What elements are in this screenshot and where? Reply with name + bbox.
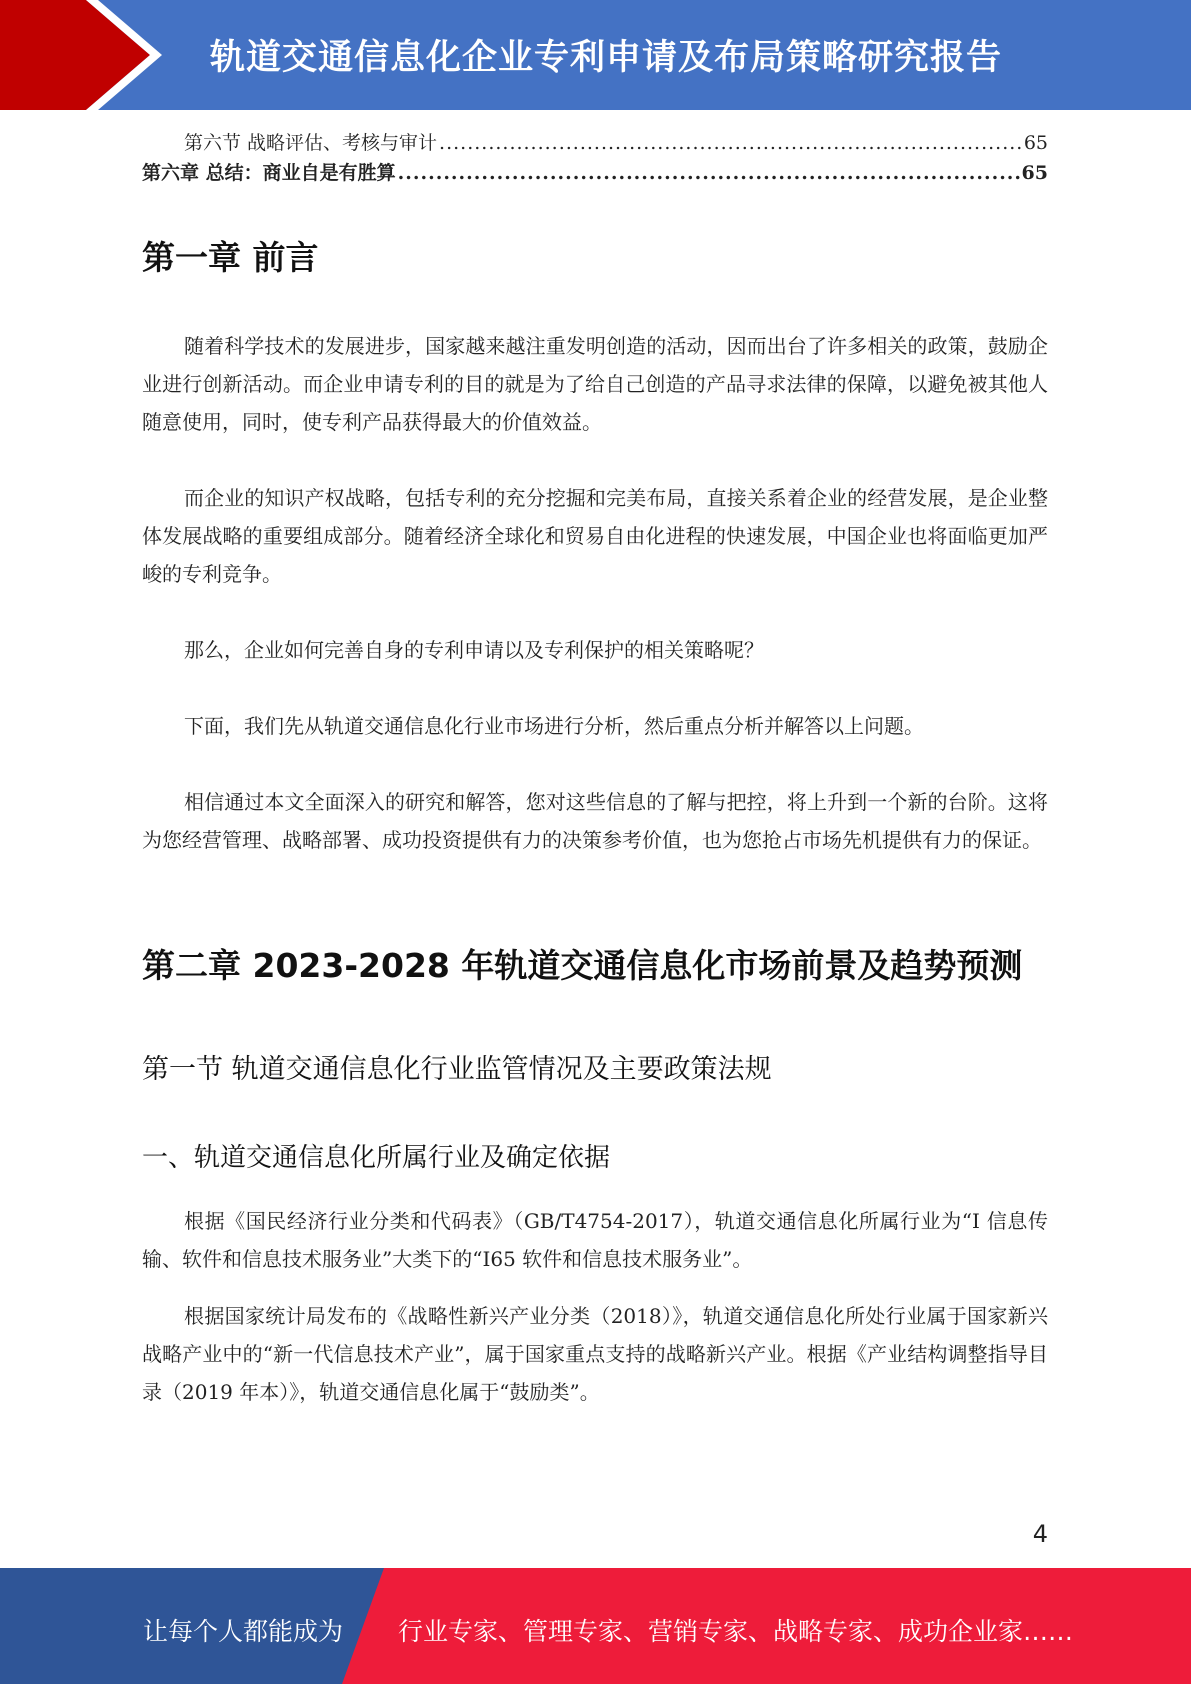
body-paragraph: 相信通过本文全面深入的研究和解答，您对这些信息的了解与把控，将上升到一个新的台阶。这将为您经营管理、战略部署、成功投资提供有力的决策参考价值，也为您抢占市场先机提供有力的保证。 xyxy=(142,790,1048,852)
toc-leader-dots xyxy=(439,128,1022,158)
body-paragraph: 而企业的知识产权战略，包括专利的充分挖掘和完美布局，直接关系着企业的经营发展，是企业整体发展战略的重要组成部分。随着经济全球化和贸易自由化进程的快速发展，中国企业也将面临更加严峻的专利竞争。 xyxy=(142,486,1048,586)
page-header xyxy=(0,0,1191,110)
body-paragraph: 根据《国民经济行业分类和代码表》（GB/T4754-2017），轨道交通信息化所属行业为“I 信息传输、软件和信息技术服务业”大类下的“I65 软件和信息技术服务业”。 xyxy=(142,1209,1048,1271)
section-heading: 第一节 轨道交通信息化行业监管情况及主要政策法规 xyxy=(142,1054,772,1085)
document-title: 轨道交通信息化企业专利申请及布局策略研究报告 xyxy=(210,38,1003,78)
toc-entry-title: 第六节 战略评估、考核与审计 xyxy=(184,132,438,154)
body-paragraph: 随着科学技术的发展进步，国家越来越注重发明创造的活动，因而出台了许多相关的政策，鼓励企业进行创新活动。而企业申请专利的目的就是为了给自己创造的产品寻求法律的保障，以避免被其他人随意使用，同时，使专利产品获得最大的价值效益。 xyxy=(142,334,1048,434)
toc-entry-page: 65 xyxy=(1023,132,1048,154)
footer-slogan-left: 让每个人都能成为 xyxy=(143,1617,344,1646)
table-of-contents xyxy=(142,128,1048,188)
page-number: 4 xyxy=(1032,1520,1048,1548)
toc-entry-title: 第六章 总结：商业自是有胜算 xyxy=(142,162,396,184)
toc-entry[interactable] xyxy=(142,158,1048,188)
chapter-heading: 第二章 2023-2028 年轨道交通信息化市场前景及趋势预测 xyxy=(142,946,1023,985)
footer-slogan-right: 行业专家、管理专家、营销专家、战略专家、成功企业家…… xyxy=(398,1617,1074,1646)
page-footer xyxy=(0,1568,1191,1684)
toc-entry[interactable] xyxy=(142,128,1048,158)
body-paragraph: 那么，企业如何完善自身的专利申请以及专利保护的相关策略呢？ xyxy=(184,638,764,662)
body-paragraph: 根据国家统计局发布的《战略性新兴产业分类（2018）》，轨道交通信息化所处行业属于国家新兴战略产业中的“新一代信息技术产业”，属于国家重点支持的战略新兴产业。根据《产业结构调整指导目录（2019 年本）》，轨道交通信息化属于“鼓励类”。 xyxy=(142,1304,1048,1404)
subsection-heading: 一、轨道交通信息化所属行业及确定依据 xyxy=(142,1143,611,1173)
chapter-heading: 第一章 前言 xyxy=(142,238,319,277)
toc-entry-page: 65 xyxy=(1021,162,1048,184)
toc-leader-dots xyxy=(398,158,1020,188)
body-paragraph: 下面，我们先从轨道交通信息化行业市场进行分析，然后重点分析并解答以上问题。 xyxy=(184,714,924,738)
